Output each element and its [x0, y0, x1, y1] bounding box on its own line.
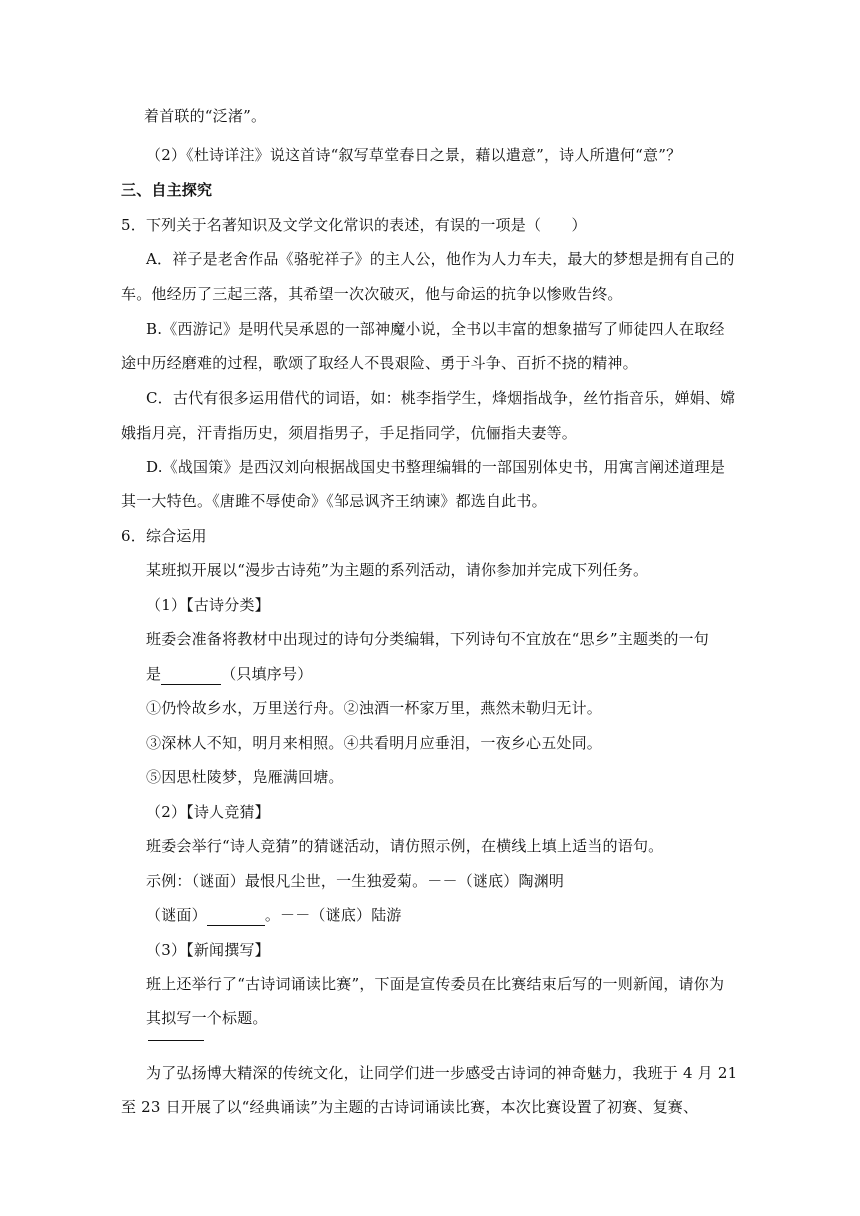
option-b: B.《西游记》是明代吴承恩的一部神魔小说，全书以丰富的想象描写了师徒四人在取经 [146, 320, 725, 338]
title-answer-blank[interactable] [148, 1040, 204, 1041]
option-b-cont: 途中历经磨难的过程，歌颂了取经人不畏艰险、勇于斗争、百折不挠的精神。 [121, 354, 638, 372]
task-1-answer-line [146, 664, 312, 685]
news-paragraph: 为了弘扬博大精深的传统文化，让同学们进一步感受古诗词的神奇魅力，我班于 4 月 21 [146, 1064, 738, 1082]
news-paragraph-cont: 至 23 日开展了以“经典诵读”为主题的古诗词诵读比赛，本次比赛设置了初赛、复赛、 [121, 1098, 699, 1116]
task-2-answer-line [146, 905, 402, 926]
task-3-prompt-cont: 其拟写一个标题。 [146, 1009, 268, 1027]
task-2-heading: （2）【诗人竞猜】 [146, 803, 270, 821]
option-c-cont: 娥指月亮，汗青指历史，须眉指男子，手足指同学，伉俪指夫妻等。 [121, 424, 578, 442]
activity-intro: 某班拟开展以“漫步古诗苑”为主题的系列活动，请你参加并完成下列任务。 [146, 561, 649, 579]
question-6: 6．综合运用 [121, 527, 207, 545]
option-a: A．祥子是老舍作品《骆驼祥子》的主人公，他作为人力车夫，最大的梦想是拥有自己的 [146, 250, 735, 268]
option-d-cont: 其一大特色。《唐雎不辱使命》《邹忌讽齐王纳谏》都选自此书。 [121, 492, 547, 510]
text-fragment: （只填序号） [221, 665, 313, 683]
answer-blank[interactable] [161, 664, 221, 685]
text-fragment: （谜面） [146, 906, 207, 924]
poem-options-2: ③深林人不知，明月来相照。④共看明月应垂泪，一夜乡心五处同。 [146, 734, 603, 752]
task-2-prompt: 班委会举行“诗人竞猜”的猜谜活动，请仿照示例，在横线上填上适当的语句。 [146, 837, 664, 855]
task-1-heading: （1）【古诗分类】 [146, 596, 270, 614]
option-d: D.《战国策》是西汉刘向根据战国史书整理编辑的一部国别体史书，用寓言阐述道理是 [146, 458, 726, 476]
poem-options-3: ⑤因思杜陵梦，凫雁满回塘。 [146, 768, 344, 786]
task-3-prompt: 班上还举行了“古诗词诵读比赛”，下面是宣传委员在比赛结束后写的一则新闻，请你为 [146, 975, 725, 993]
text-line: 着首联的“泛渚”。 [144, 107, 267, 125]
option-c: C．古代有很多运用借代的词语，如：桃李指学生，烽烟指战争，丝竹指音乐，婵娟、嫦 [146, 389, 736, 407]
task-1-prompt: 班委会准备将教材中出现过的诗句分类编辑，下列诗句不宜放在“思乡”主题类的一句 [146, 630, 709, 648]
text-fragment: 。－－（谜底）陆游 [264, 906, 402, 924]
question-4-2: （2）《杜诗详注》说这首诗“叙写草堂春日之景，藉以遣意”，诗人所遣何“意”？ [146, 146, 682, 164]
section-heading: 三、自主探究 [121, 181, 213, 199]
task-3-heading: （3）【新闻撰写】 [146, 941, 270, 959]
poem-options-1: ①仍怜故乡水，万里送行舟。②浊酒一杯家万里，燕然未勒归无计。 [146, 699, 603, 717]
answer-blank[interactable] [207, 905, 265, 926]
option-a-cont: 车。他经历了三起三落，其希望一次次破灭，他与命运的抗争以惨败告终。 [121, 285, 623, 303]
task-2-example: 示例：（谜面）最恨凡尘世，一生独爱菊。－－（谜底）陶渊明 [146, 872, 565, 890]
question-5: 5．下列关于名著知识及文学文化常识的表述，有误的一项是（ ） [121, 216, 587, 234]
text-fragment: 是 [146, 665, 162, 683]
